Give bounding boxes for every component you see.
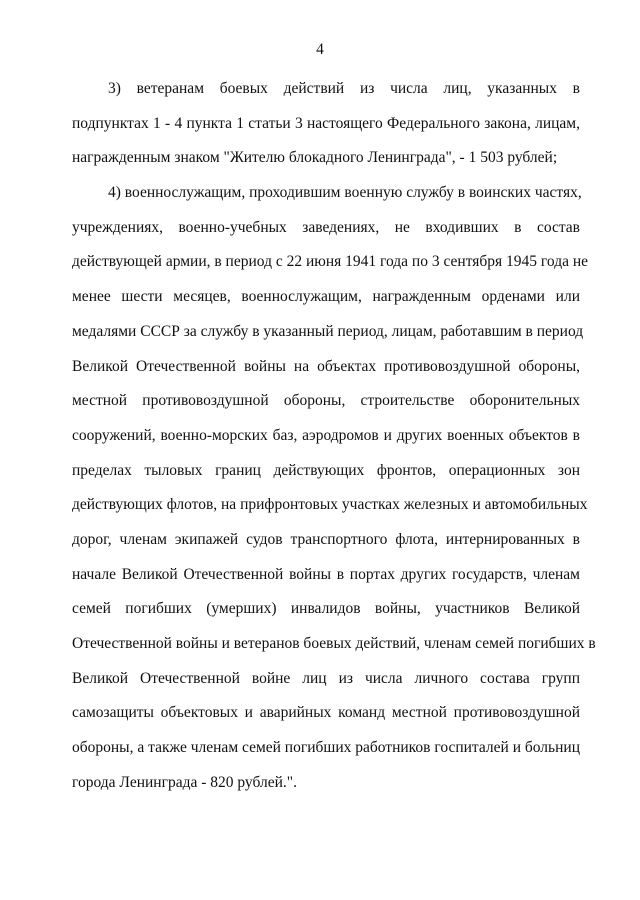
text-line: обороны, а также членам семей погибших работников госпиталей и больниц bbox=[72, 739, 580, 757]
text-line: подпунктах 1 - 4 пункта 1 статьи 3 настоящего Федерального закона, лицам, bbox=[72, 114, 580, 132]
text-line: пределах тыловых границ действующих фронтов, операционных зон bbox=[72, 461, 580, 479]
text-line: Отечественной войны и ветеранов боевых действий, членам семей погибших в bbox=[72, 635, 596, 652]
text-line: действующей армии, в период с 22 июня 1941 года по 3 сентября 1945 года не bbox=[72, 253, 589, 271]
text-line: менее шести месяцев, военнослужащим, награжденным орденами или bbox=[72, 288, 580, 306]
text-line: награжденным знаком "Жителю блокадного Ленинграда", - 1 503 рублей; bbox=[72, 149, 558, 167]
text-line: Великой Отечественной войне лиц из числа личного состава групп bbox=[72, 669, 580, 687]
text-line: начале Великой Отечественной войны в портах других государств, членам bbox=[72, 565, 580, 583]
text-line: учреждениях, военно-учебных заведениях, не входивших в состав bbox=[72, 218, 580, 236]
text-line: города Ленинграда - 820 рублей.". bbox=[72, 773, 297, 791]
paragraph-item-3 bbox=[72, 72, 580, 176]
text-line: медалями СССР за службу в указанный период, лицам, работавшим в период bbox=[72, 322, 584, 340]
text-line: дорог, членам экипажей судов транспортного флота, интернированных в bbox=[72, 530, 580, 548]
text-line: семей погибших (умерших) инвалидов войны, участников Великой bbox=[72, 600, 580, 618]
text-line: самозащиты объектовых и аварийных команд местной противовоздушной bbox=[72, 704, 580, 722]
document-body bbox=[72, 72, 596, 800]
paragraph-item-4 bbox=[72, 176, 596, 800]
text-line: действующих флотов, на прифронтовых участках железных и автомобильных bbox=[72, 496, 588, 514]
text-line: Великой Отечественной войны на объектах противовоздушной обороны, bbox=[72, 357, 580, 375]
page-number: 4 bbox=[316, 41, 324, 58]
text-line: сооружений, военно-морских баз, аэродромов и других военных объектов в bbox=[72, 426, 580, 444]
text-line: местной противовоздушной обороны, строительстве оборонительных bbox=[72, 392, 580, 410]
text-line: 3) ветеранам боевых действий из числа лиц, указанных в bbox=[108, 80, 580, 97]
text-line: 4) военнослужащим, проходившим военную службу в воинских частях, bbox=[108, 184, 582, 202]
